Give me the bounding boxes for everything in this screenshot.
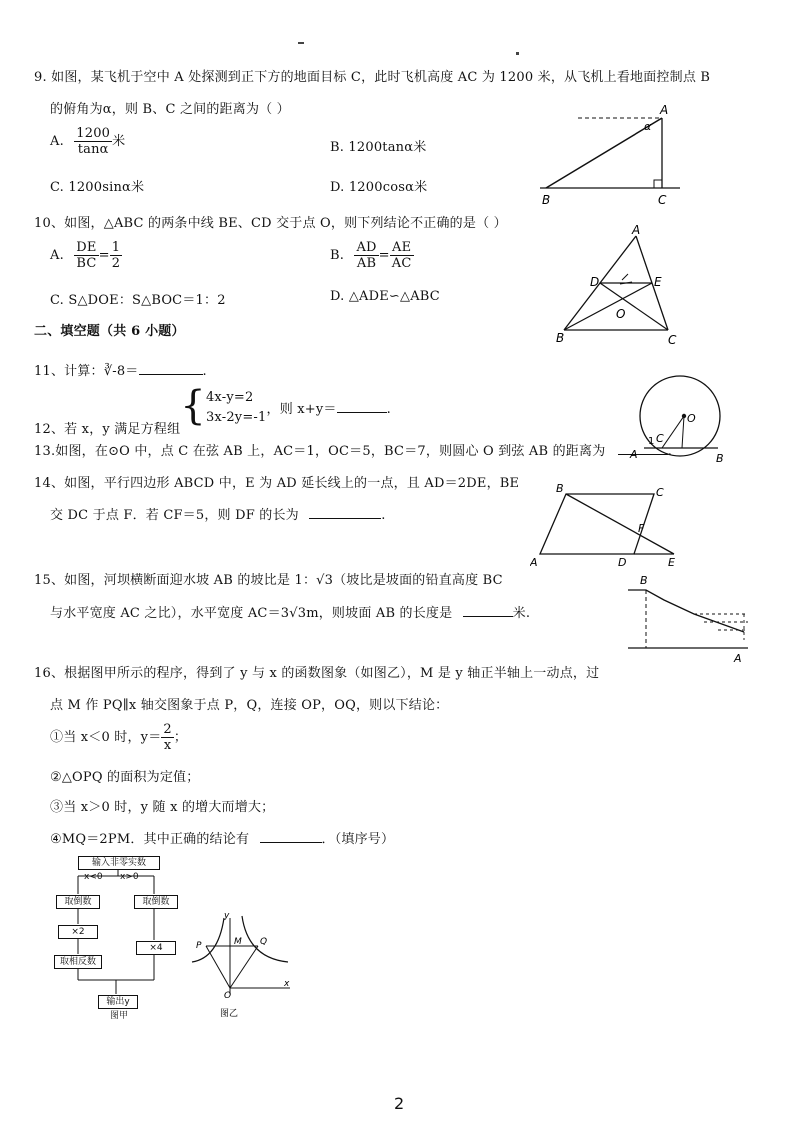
q12-answer-blank[interactable] bbox=[337, 412, 387, 413]
q14-label-d: D bbox=[618, 556, 627, 569]
scan-mark bbox=[516, 52, 519, 55]
flow-branch-right: x>0 bbox=[120, 872, 139, 882]
q13-figure bbox=[624, 372, 734, 466]
q14-answer-blank[interactable] bbox=[309, 518, 381, 519]
q14-label-a: A bbox=[530, 556, 538, 569]
page-number: 2 bbox=[394, 1094, 405, 1113]
q9-text-2: 的俯角为α，则 B、C 之间的距离为（ ） bbox=[50, 102, 290, 117]
q14-label-c: C bbox=[656, 486, 664, 499]
flow-branch-left: x<0 bbox=[84, 872, 103, 882]
q9-label-a: A bbox=[660, 103, 669, 117]
flow-input-box: 输入非零实数 bbox=[78, 856, 160, 870]
flow-caption: 图甲 bbox=[110, 1011, 129, 1021]
q14-label-b: B bbox=[556, 482, 564, 495]
graph-label-p: P bbox=[196, 941, 202, 951]
graph-label-m: M bbox=[234, 937, 242, 947]
q15-label-b: B bbox=[640, 574, 648, 587]
q9-label-c: C bbox=[658, 193, 667, 207]
q15-answer-blank[interactable] bbox=[463, 616, 513, 617]
q10-label-e: E bbox=[654, 275, 662, 289]
flow-left-reciprocal: 取倒数 bbox=[56, 895, 100, 909]
q10-label-d: D bbox=[590, 275, 600, 289]
q9-option-d: D. 1200cosα米 bbox=[330, 180, 428, 195]
q10-option-b: B. $\frac{AD}{AB}$ = $\frac{AE}{AC}$ bbox=[330, 240, 412, 271]
q16-text: 16、根据图甲所示的程序，得到了 y 与 x 的函数图象（如图乙），M 是 y 轴正半轴上一动点，过 bbox=[34, 666, 600, 681]
q13: 13.如图，在⊙O 中，点 C 在弦 AB 上，AC＝1，OC＝5，BC＝7，则圆心 O 到弦 AB 的距离为 . bbox=[34, 444, 673, 459]
q9-label-alpha: α bbox=[644, 120, 652, 133]
q10-figure bbox=[550, 222, 690, 350]
q15-text: 15、如图，河坝横断面迎水坡 AB 的坡比是 1：√3（坡比是坡面的铅直高度 BC bbox=[34, 573, 503, 588]
q13-label-one: 1 bbox=[648, 436, 655, 447]
q16-graph bbox=[184, 912, 296, 1024]
flow-left-negate: 取相反数 bbox=[54, 955, 102, 969]
q9-figure bbox=[536, 100, 686, 210]
q9-option-a: A. $\frac{1200}{\tan\alpha}$ 米 bbox=[50, 126, 126, 157]
q10-label-c: C bbox=[668, 333, 677, 347]
q14-text-2: 交 DC 于点 F．若 CF＝5，则 DF 的长为 . bbox=[50, 508, 386, 523]
flow-right-times4: ×4 bbox=[136, 941, 176, 955]
q11: 11、计算：∛-8＝ . bbox=[34, 364, 207, 379]
q10-label-b: B bbox=[556, 331, 565, 345]
q10-label-o: O bbox=[616, 307, 626, 321]
q9-option-c: C. 1200sinα米 bbox=[50, 180, 145, 195]
q16-conclusion-3: ③当 x＞0 时，y 随 x 的增大而增大； bbox=[50, 800, 275, 815]
q14-label-f: F bbox=[638, 522, 645, 535]
q14-text: 14、如图，平行四边形 ABCD 中，E 为 AD 延长线上的一点，且 AD＝2DE，BE bbox=[34, 476, 520, 491]
flow-output-box: 输出y bbox=[98, 995, 138, 1009]
section-heading: 二、填空题（共 6 小题） bbox=[34, 324, 185, 339]
graph-label-y: y bbox=[224, 912, 230, 921]
q13-label-b: B bbox=[716, 452, 724, 465]
q14-label-e: E bbox=[668, 556, 675, 569]
q10-option-d: D. △ADE∽△ABC bbox=[330, 289, 440, 304]
q9-text: 9. 如图，某飞机于空中 A 处探测到正下方的地面目标 C，此时飞机高度 AC 为 1200 米，从飞机上看地面控制点 B bbox=[34, 70, 711, 85]
scan-mark bbox=[298, 42, 304, 44]
graph-caption: 图乙 bbox=[220, 1009, 239, 1019]
q10-option-a: A. $\frac{DE}{BC}$ = $\frac{1}{2}$ bbox=[50, 240, 121, 271]
q9-option-b: B. 1200tanα米 bbox=[330, 140, 427, 155]
flow-left-times2: ×2 bbox=[58, 925, 98, 939]
q13-label-a: A bbox=[630, 448, 638, 461]
q10-text: 10、如图，△ABC 的两条中线 BE、CD 交于点 O，则下列结论不正确的是（ ） bbox=[34, 216, 507, 231]
flow-right-reciprocal: 取倒数 bbox=[134, 895, 178, 909]
q16-answer-blank[interactable] bbox=[260, 842, 322, 843]
q10-option-c: C. S△DOE：S△BOC＝1：2 bbox=[50, 293, 226, 308]
q13-label-o: O bbox=[687, 412, 696, 425]
q13-label-c: C bbox=[656, 432, 664, 445]
q14-figure bbox=[530, 482, 690, 572]
q11-answer-blank[interactable] bbox=[139, 374, 203, 375]
graph-label-o: O bbox=[224, 991, 232, 1001]
q16-conclusion-1: ①当 x＜0 时，y＝ $\frac{2}{x}$ ； bbox=[50, 722, 188, 753]
q15-label-a: A bbox=[734, 652, 742, 665]
q12: 12、若 x，y 满足方程组{ 4x-y=2 3x-2y=-1 ，则 x+y＝ . bbox=[34, 383, 391, 437]
graph-label-x: x bbox=[284, 979, 290, 989]
q15-text-2: 与水平宽度 AC 之比），水平宽度 AC＝3√3m，则坡面 AB 的长度是 米. bbox=[50, 606, 531, 621]
q9-label-b: B bbox=[542, 193, 551, 207]
q15-figure bbox=[624, 570, 754, 666]
q16-text-2: 点 M 作 PQ∥x 轴交图象于点 P，Q，连接 OP，OQ，则以下结论： bbox=[50, 698, 449, 713]
q10-label-a: A bbox=[632, 223, 641, 237]
q16-conclusion-2: ②△OPQ 的面积为定值； bbox=[50, 770, 200, 785]
q16-conclusion-4: ④MQ＝2PM．其中正确的结论有 ．（填序号） bbox=[50, 832, 395, 847]
graph-label-q: Q bbox=[260, 937, 268, 947]
